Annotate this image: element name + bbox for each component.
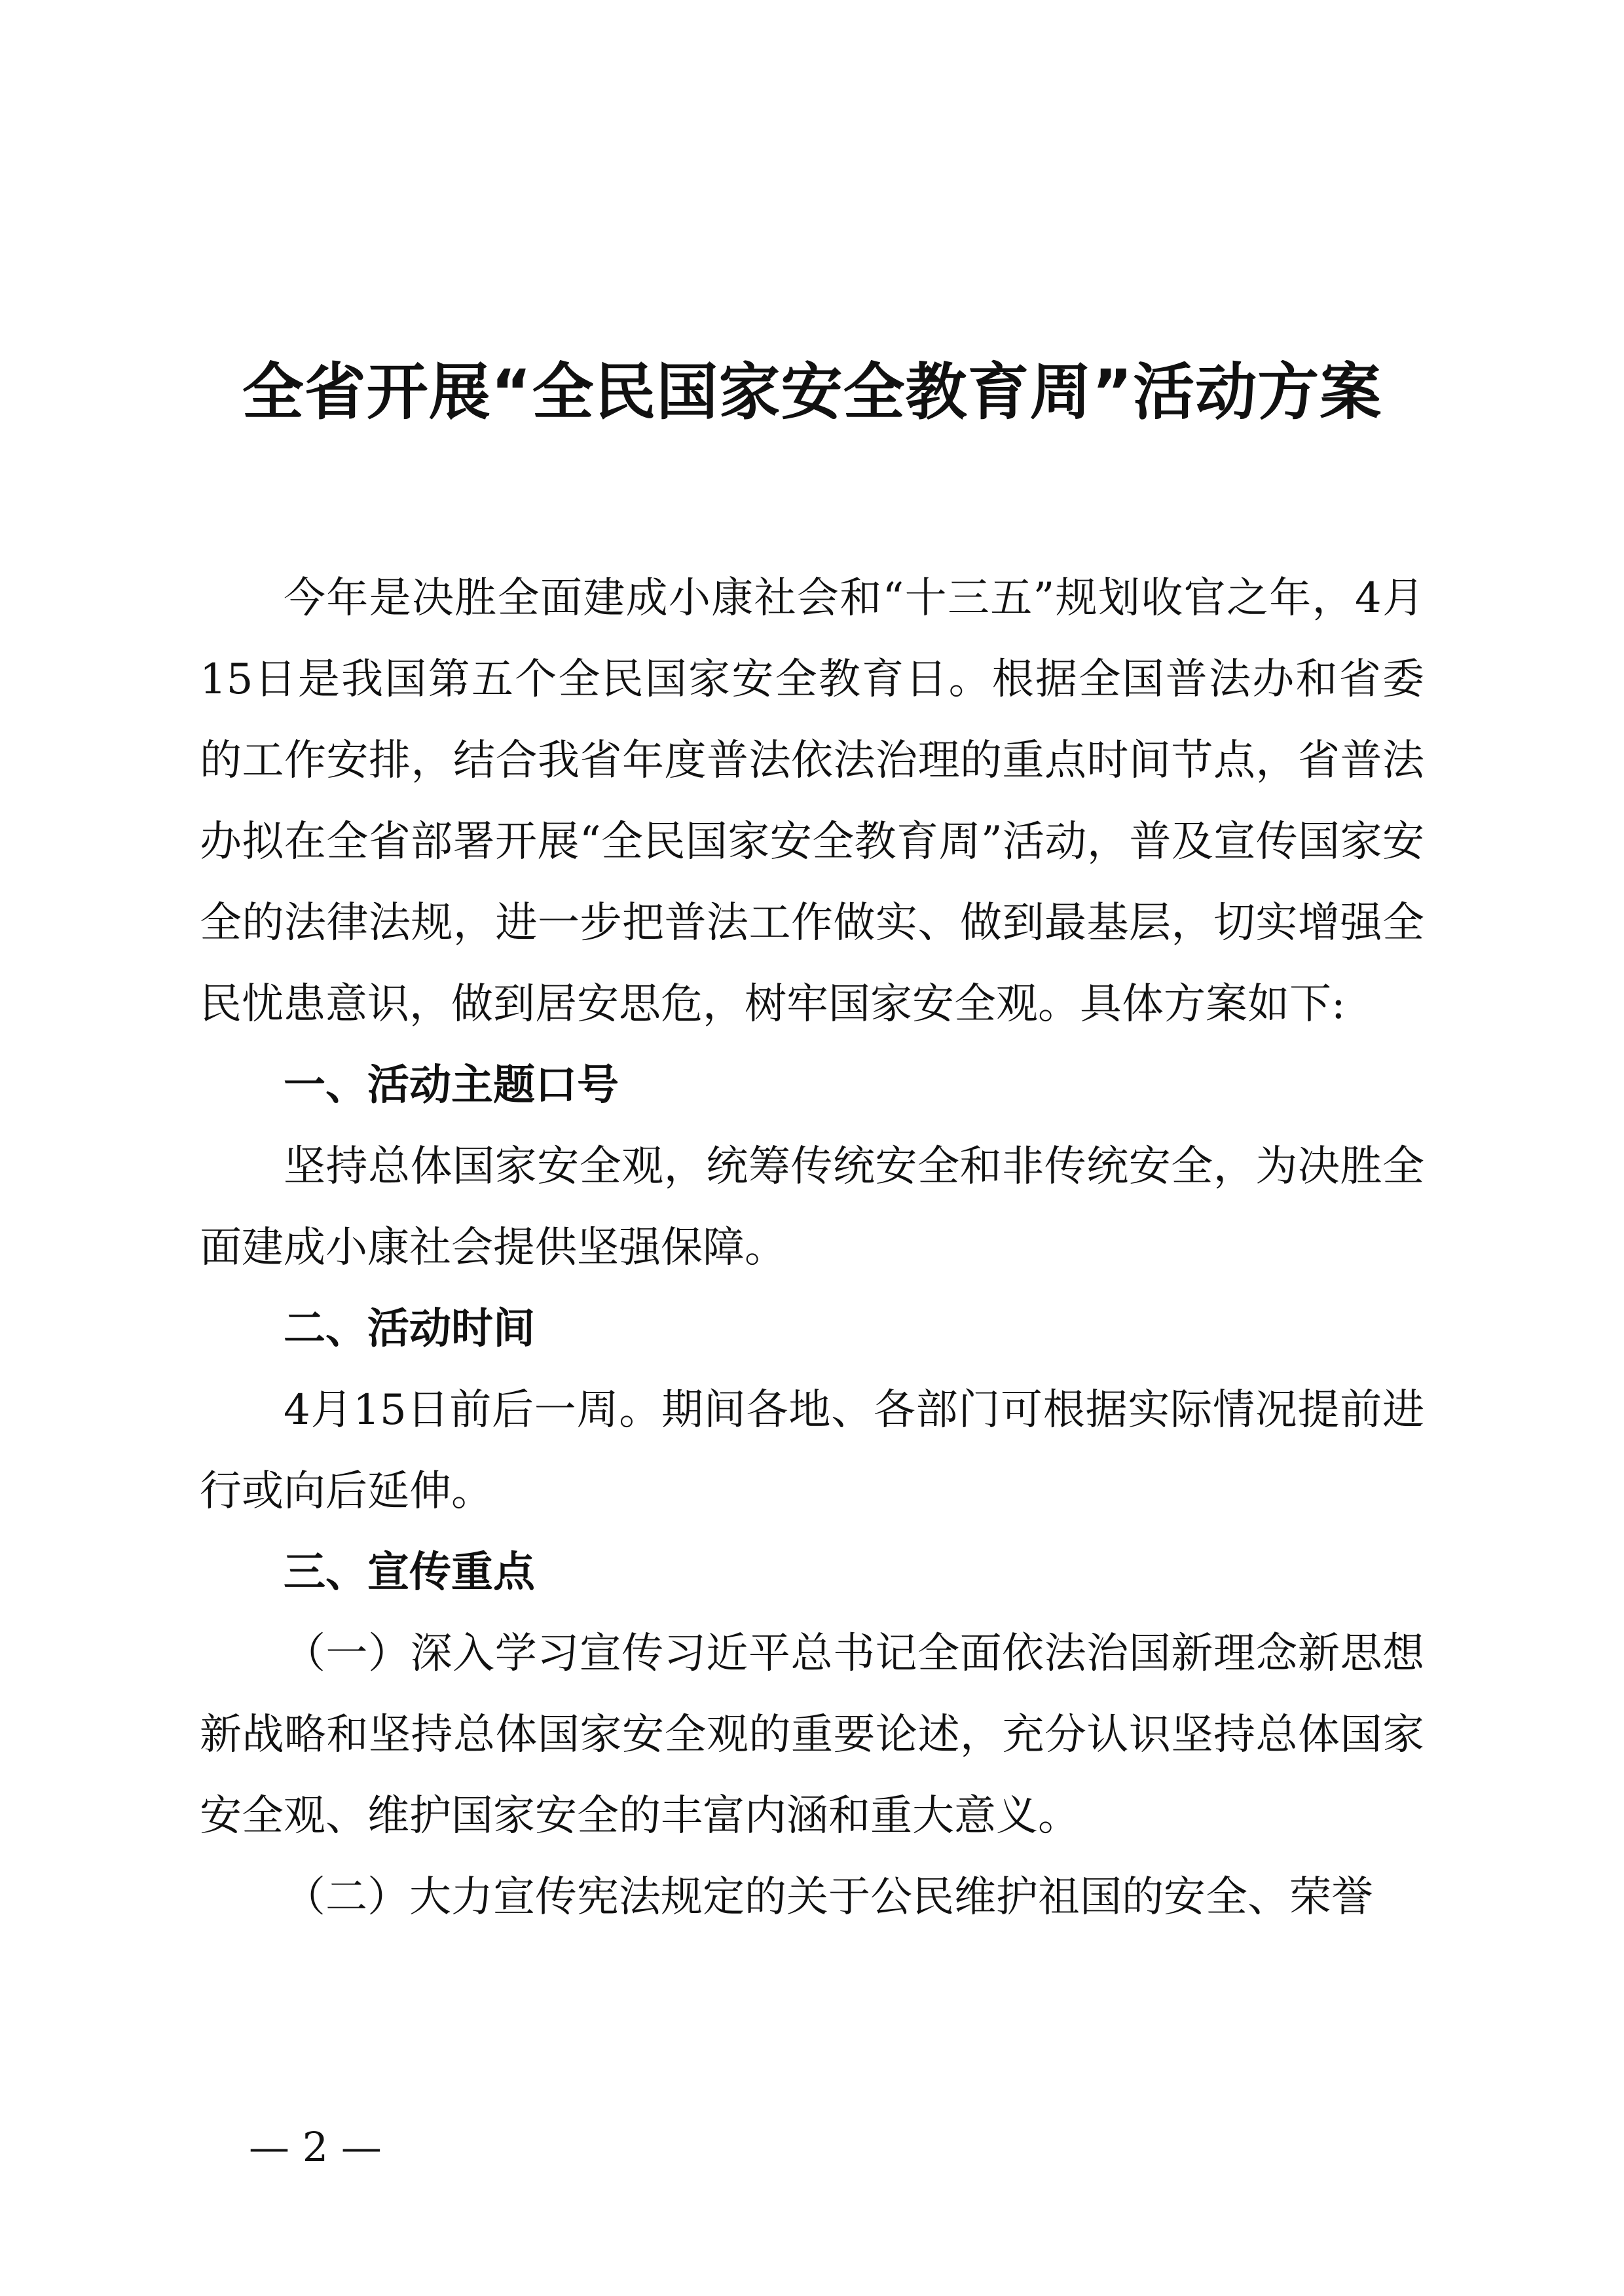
theme-paragraph: 坚持总体国家安全观，统筹传统安全和非传统安全，为决胜全面建成小康社会提供坚强保障。 <box>200 1142 1424 1272</box>
section-heading-focus: 三、宣传重点 <box>284 1548 535 1597</box>
focus-paragraph-1: （一）深入学习宣传习近平总书记全面依法治国新理念新思想新战略和坚持总体国家安全观的重要论述，充分认识坚持总体国家安全观、维护国家安全的丰富内涵和重大意义。 <box>200 1630 1424 1840</box>
focus-paragraph-2: （二）大力宣传宪法规定的关于公民维护祖国的安全、荣誉 <box>284 1873 1373 1922</box>
document-body <box>200 558 1424 1938</box>
time-paragraph: 4月15日前后一周。期间各地、各部门可根据实际情况提前进行或向后延伸。 <box>200 1386 1424 1516</box>
page-number: — 2 — <box>249 2123 382 2171</box>
intro-paragraph: 今年是决胜全面建成小康社会和“十三五”规划收官之年，4月15日是我国第五个全民国家安全教育日。根据全国普法办和省委的工作安排，结合我省年度普法依法治理的重点时间节点，省普法办拟在全省部署开展“全民国家安全教育周”活动，普及宣传国家安全的法律法规，进一步把普法工作做实、做到最基层，切实增强全民忧患意识，做到居安思危，树牢国家安全观。具体方案如下: <box>200 574 1424 1029</box>
document-title: 全省开展“全民国家安全教育周”活动方案 <box>242 357 1382 428</box>
section-heading-theme: 一、活动主题口号 <box>284 1061 619 1110</box>
section-heading-time: 二、活动时间 <box>284 1305 535 1353</box>
